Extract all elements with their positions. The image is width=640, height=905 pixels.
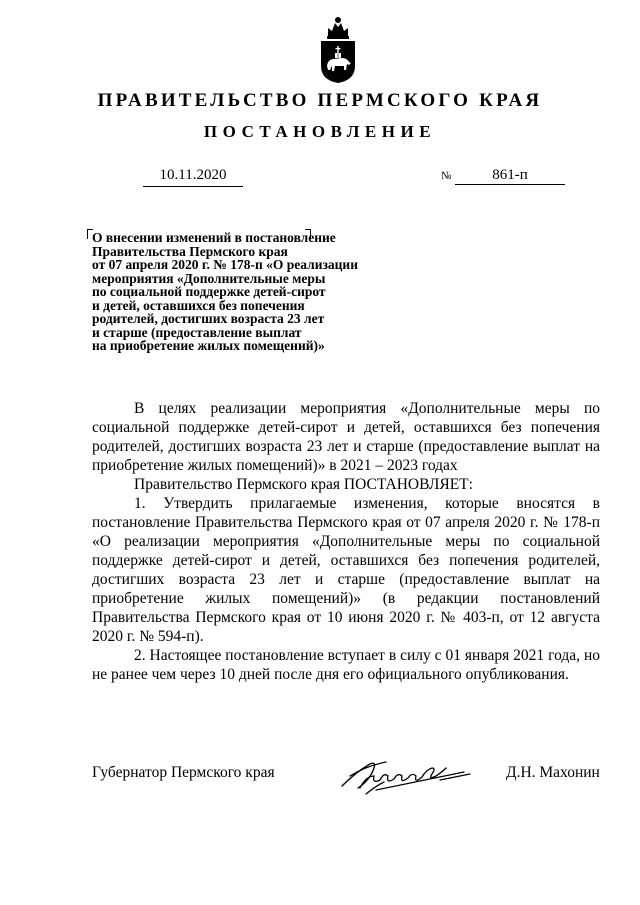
number-sign: №: [441, 170, 452, 182]
signatory-title: Губернатор Пермского края: [92, 764, 275, 781]
subject-line: Правительства Пермского края: [92, 243, 288, 259]
handwritten-signature: [336, 746, 476, 802]
preamble-paragraph: В целях реализации мероприятия «Дополнительные меры по социальной поддержке детей-сирот и детей, оставшихся без попечения родителей, достигших возраста 23 лет и старше (предоставление выплат на приобретение жилых помещений)» в 2021 – 2023 годах: [92, 400, 600, 474]
subject-line: и детей, оставшихся без попечения: [92, 297, 305, 313]
document-type: ПОСТАНОВЛЕНИЕ: [203, 122, 437, 141]
government-title: ПРАВИТЕЛЬСТВО ПЕРМСКОГО КРАЯ: [97, 90, 543, 111]
subject-line: и старше (предоставление выплат: [92, 324, 302, 340]
perm-krai-coat-of-arms-icon: [318, 14, 358, 84]
document-subject: [92, 231, 402, 353]
document-number: 861-п: [455, 166, 565, 185]
resolves-paragraph: Правительство Пермского края ПОСТАНОВЛЯЕТ:: [134, 476, 473, 493]
subject-line: О внесении изменений в постановление: [92, 230, 336, 245]
signatory-name: Д.Н. Махонин: [506, 764, 600, 781]
subject-line: родителей, достигших возраста 23 лет: [92, 311, 325, 326]
item-2-paragraph: 2. Настоящее постановление вступает в силу с 01 января 2021 года, но не ранее чем через 10 дней после дня его официального опубликования.: [92, 647, 600, 683]
subject-line: от 07 апреля 2020 г. № 178-п «О реализации: [92, 257, 358, 272]
document-body: [92, 399, 600, 684]
item-1-paragraph: 1. Утвердить прилагаемые изменения, которые вносятся в постановление Правительства Пермского края от 07 апреля 2020 г. № 178-п «О реализации мероприятия «Дополнительные меры по социальной поддержке детей-сирот и детей, оставшихся без попечения родителей, достигших возраста 23 лет и старше (предоставление выплат на приобретение жилых помещений)» (в редакции постановлений Правительства Пермского края от 10 июня 2020 г. № 403-п, от 12 августа 2020 г. № 594-п).: [92, 495, 600, 645]
subject-line: по социальной поддержке детей-сирот: [92, 284, 326, 299]
subject-line: мероприятия «Дополнительные меры: [92, 270, 326, 286]
document-date: 10.11.2020: [143, 166, 243, 187]
subject-line: на приобретение жилых помещений)»: [92, 338, 325, 353]
